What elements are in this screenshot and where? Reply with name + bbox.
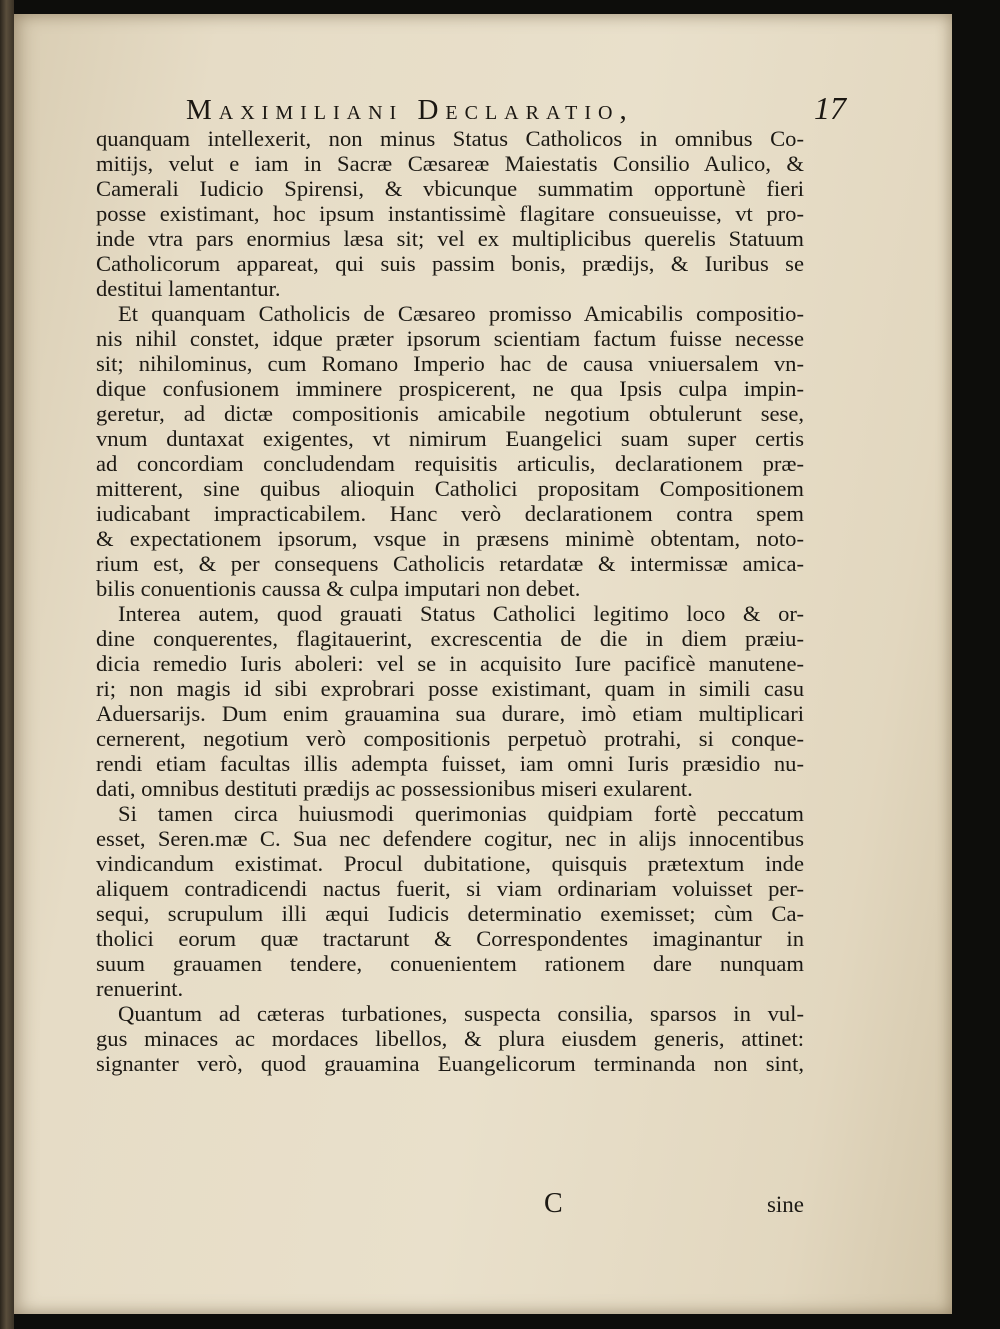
text-line: Quantum ad cæteras turbationes, suspecta consilia, sparsos in vul- bbox=[118, 1001, 804, 1026]
text-line: aliquem contradicendi nactus fuerit, si viam ordinariam voluisset per- bbox=[96, 876, 804, 901]
text-line: mitijs, velut e iam in Sacræ Cæsareæ Maiestatis Consilio Aulico, & bbox=[96, 151, 804, 176]
book-page bbox=[14, 14, 952, 1314]
text-line: mitterent, sine quibus alioquin Catholici propositam Compositionem bbox=[96, 476, 804, 501]
text-line: Si tamen circa huiusmodi querimonias quidpiam fortè peccatum bbox=[118, 801, 804, 826]
text-line: renuerint. bbox=[96, 976, 184, 1001]
paragraph-5 bbox=[96, 1001, 804, 1076]
page-number: 17 bbox=[814, 90, 846, 126]
text-line: cernerent, negotium verò compositionis perpetuò protrahi, si conque- bbox=[96, 726, 804, 751]
text-line: ri; non magis id sibi exprobrari posse existimant, quam in simili casu bbox=[96, 676, 804, 701]
text-line: nis nihil constet, idque præter ipsorum scientiam factum fuisse necesse bbox=[96, 326, 804, 351]
text-line: geretur, ad dictæ compositionis amicabile negotium obtulerunt sese, bbox=[96, 401, 804, 426]
text-line: tholici eorum quæ tractarunt & Correspondentes imaginantur in bbox=[96, 926, 804, 951]
text-line: destitui lamentantur. bbox=[96, 276, 281, 301]
text-line: rium est, & per consequens Catholicis retardatæ & intermissæ amica- bbox=[96, 551, 804, 576]
text-line: Aduersarijs. Dum enim grauamina sua durare, imò etiam multiplicari bbox=[96, 701, 804, 726]
text-line: gus minaces ac mordaces libellos, & plura eiusdem generis, attinet: bbox=[96, 1026, 804, 1051]
signature-mark: C bbox=[544, 1188, 563, 1219]
text-line: quanquam intellexerit, non minus Status Catholicos in omnibus Co- bbox=[96, 126, 804, 151]
text-line: dicia remedio Iuris aboleri: vel se in acquisito Iure pacificè manutene- bbox=[96, 651, 804, 676]
text-line: Interea autem, quod grauati Status Catholici legitimo loco & or- bbox=[118, 601, 804, 626]
text-line: posse existimant, hoc ipsum instantissimè flagitare consueuisse, vt pro- bbox=[96, 201, 804, 226]
text-line: sequi, scrupulum illi æqui Iudicis determinatio exemisset; cùm Ca- bbox=[96, 901, 804, 926]
text-line: esset, Seren.mæ C. Sua nec defendere cogitur, nec in alijs innocentibus bbox=[96, 826, 804, 851]
paragraph-1 bbox=[96, 126, 804, 301]
text-line: dine conquerentes, flagitauerint, excrescentia de die in diem præiu- bbox=[96, 626, 804, 651]
text-line: dique confusionem imminere prospicerent, ne qua Ipsis culpa impin- bbox=[96, 376, 804, 401]
running-title: Maximiliani Declaratio, bbox=[186, 94, 634, 126]
text-line: dati, omnibus destituti prædijs ac possessionibus miseri exularent. bbox=[96, 776, 693, 801]
text-line: suum grauamen tendere, conuenientem rationem dare nunquam bbox=[96, 951, 804, 976]
text-line: ad concordiam concludendam requisitis articulis, declarationem præ- bbox=[96, 451, 804, 476]
text-line: vindicandum existimat. Procul dubitatione, quisquis prætextum inde bbox=[96, 851, 804, 876]
text-line: Et quanquam Catholicis de Cæsareo promisso Amicabilis compositio- bbox=[118, 301, 804, 326]
body-text bbox=[96, 126, 804, 1076]
text-line: vnum duntaxat exigentes, vt nimirum Euangelici suam super certis bbox=[96, 426, 804, 451]
text-line: inde vtra pars enormius læsa sit; vel ex multiplicibus querelis Statuum bbox=[96, 226, 804, 251]
text-line: signanter verò, quod grauamina Euangelicorum terminanda non sint, bbox=[96, 1051, 804, 1076]
paragraph-4 bbox=[96, 801, 804, 1001]
text-line: Camerali Iudicio Spirensi, & vbicunque summatim opportunè fieri bbox=[96, 176, 804, 201]
text-line: iudicabant impracticabilem. Hanc verò declarationem contra spem bbox=[96, 501, 804, 526]
text-line: Catholicorum appareat, qui suis passim bonis, prædijs, & Iuribus se bbox=[96, 251, 804, 276]
page-edge-left bbox=[0, 0, 14, 1329]
paragraph-2 bbox=[96, 301, 804, 601]
text-line: sit; nihilominus, cum Romano Imperio hac de causa vniuersalem vn- bbox=[96, 351, 804, 376]
catchword: sine bbox=[766, 1192, 804, 1217]
text-line: rendi etiam facultas illis adempta fuisset, iam omni Iuris præsidio nu- bbox=[96, 751, 804, 776]
text-line: bilis conuentionis caussa & culpa imputari non debet. bbox=[96, 576, 581, 601]
paragraph-3 bbox=[96, 601, 804, 801]
page-footer bbox=[96, 1188, 804, 1228]
text-line: & expectationem ipsorum, vsque in præsens minimè obtentam, noto- bbox=[96, 526, 804, 551]
